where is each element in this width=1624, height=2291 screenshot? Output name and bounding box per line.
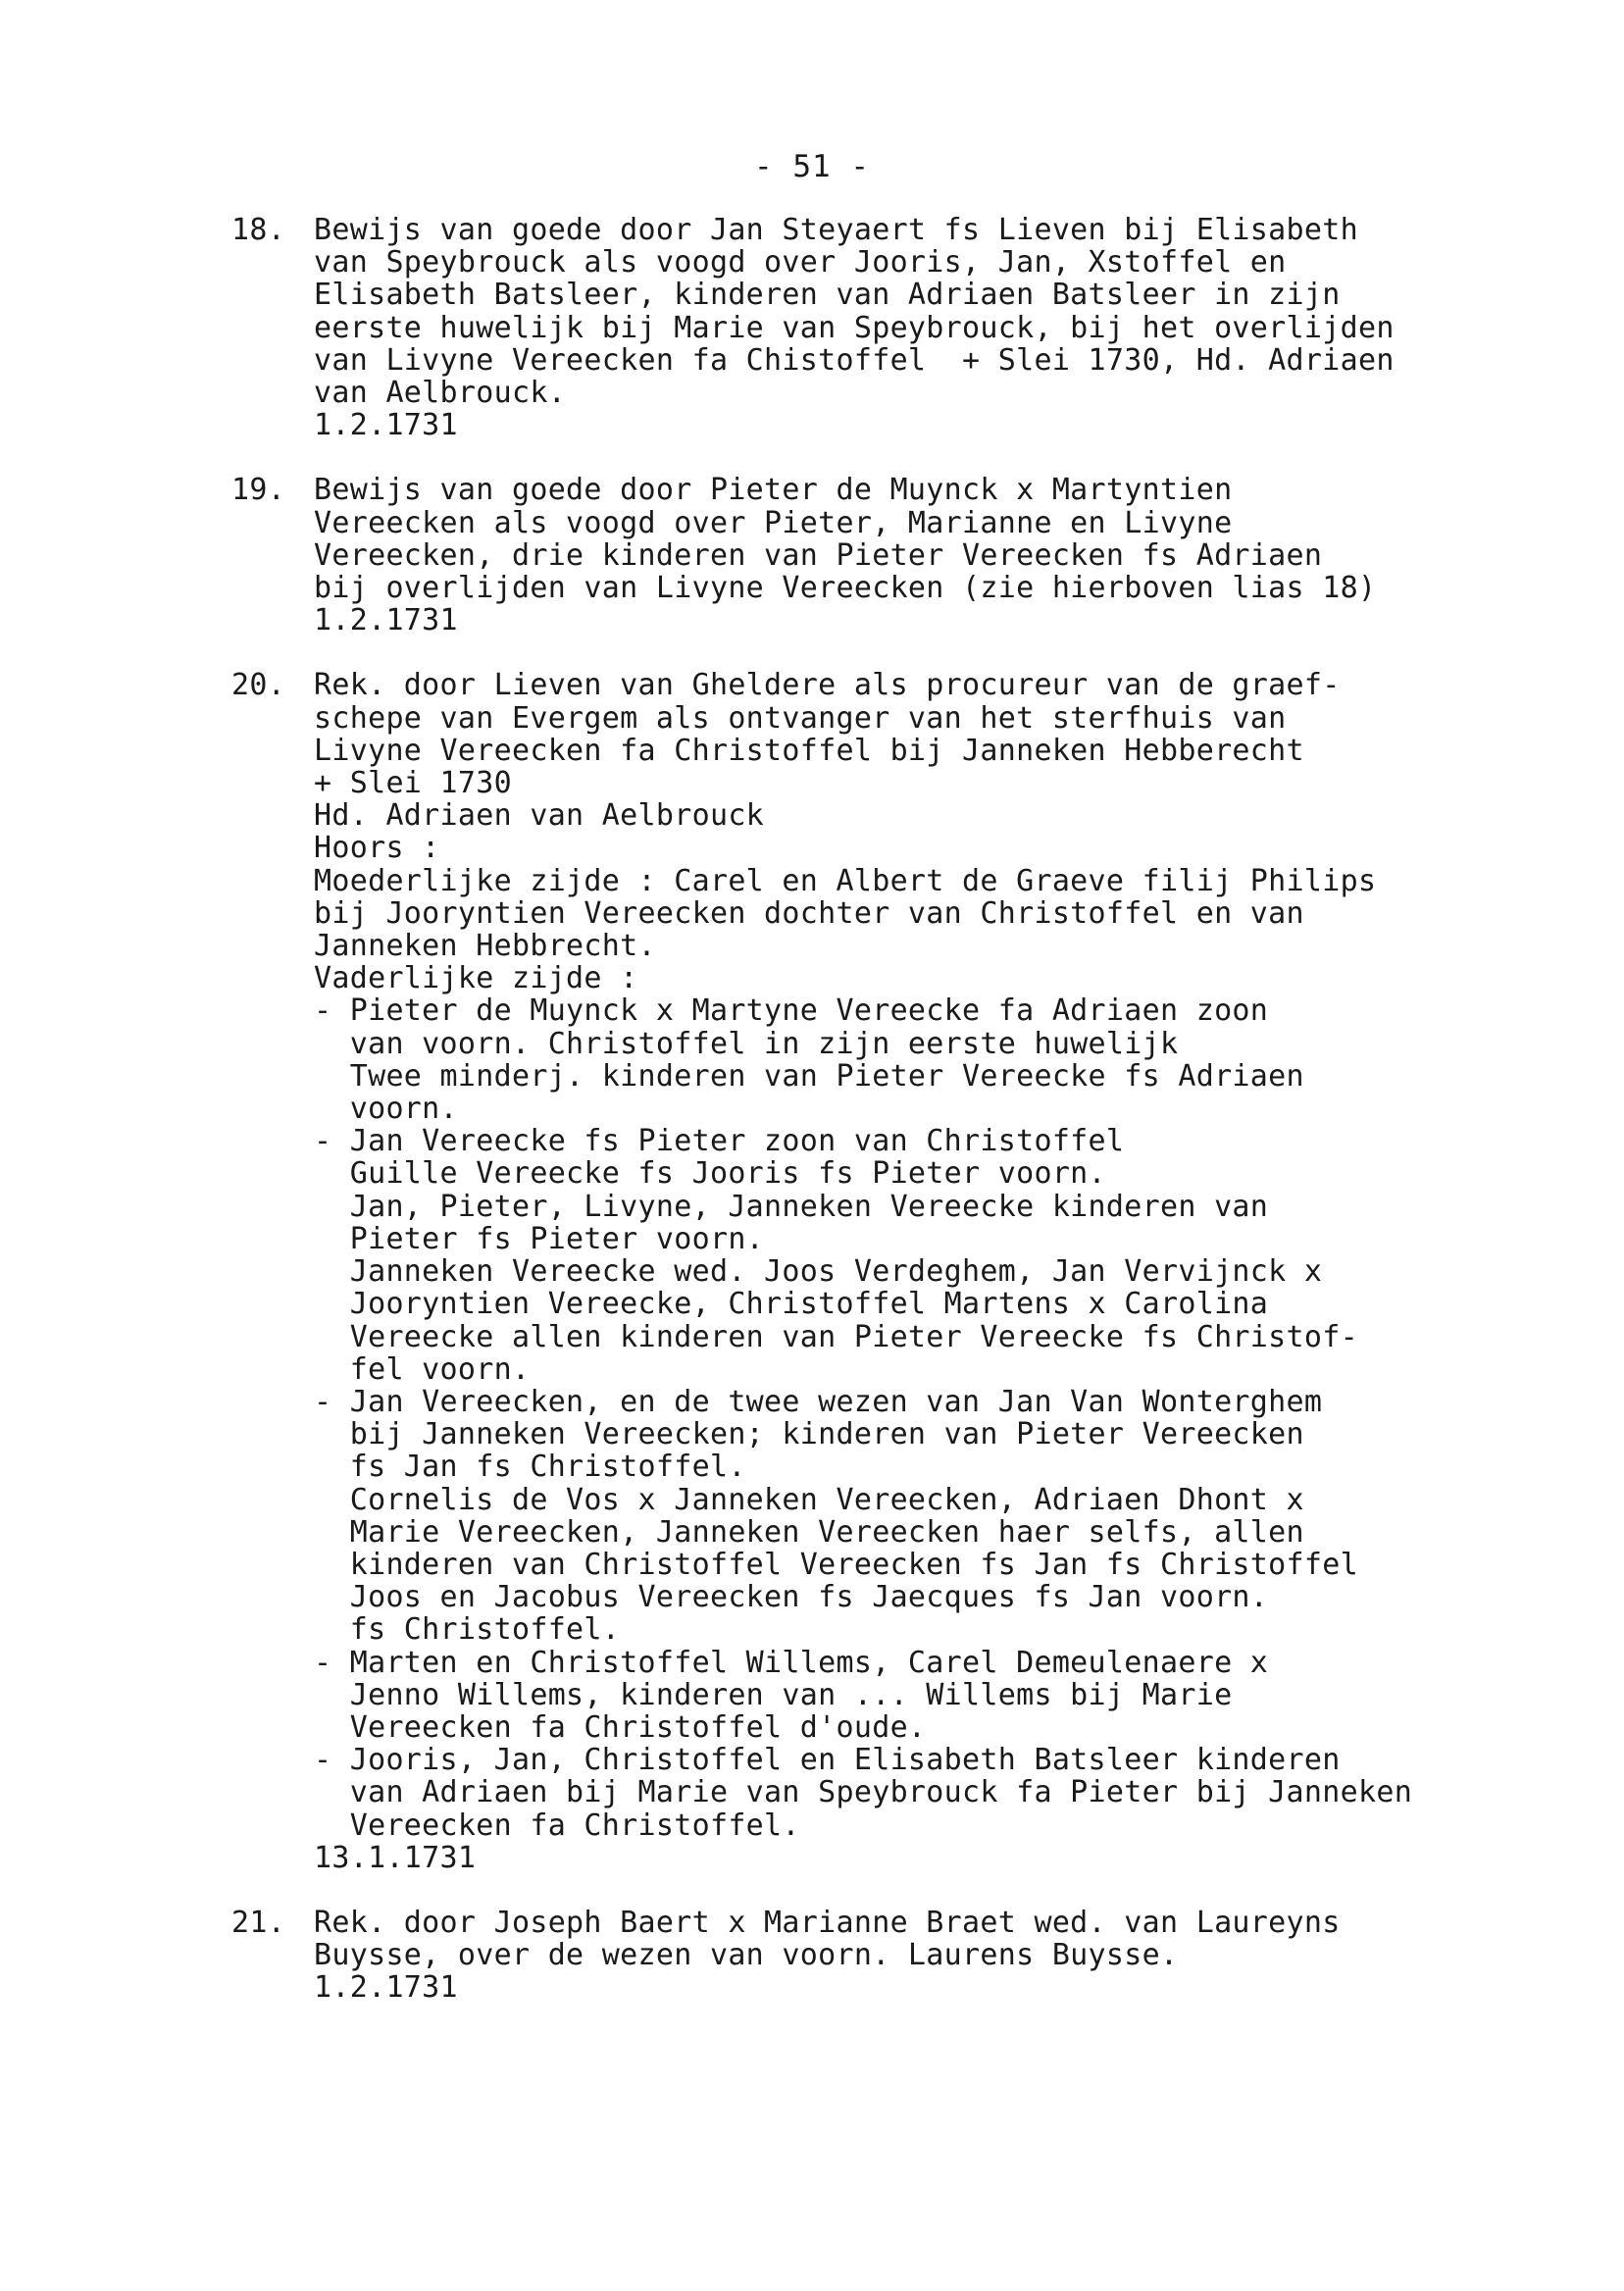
entry-line: Moederlijke zijde : Carel en Albert de Graeve filij Philips [314,863,1377,898]
heir-line: bij Janneken Vereecken; kinderen van Pieter Vereecken [314,1417,1304,1452]
entry-line: Livyne Vereecken fa Christoffel bij Janneken Hebberecht [314,733,1304,768]
heir-line: - Jooris, Jan, Christoffel en Elisabeth Batsleer kinderen [314,1743,1341,1778]
entry-number: 18. [231,213,286,247]
entry-line: van Livyne Vereecken fa Chistoffel + Slei 1730, Hd. Adriaen [314,342,1395,378]
entry-line: Bewijs van goede door Pieter de Muynck x Martyntien [314,473,1233,508]
heir-item [314,1125,1546,1386]
heir-line: Vereecke allen kinderen van Pieter Vereecke fs Christof- [314,1319,1358,1354]
entry-date: 1.2.1731 [314,408,458,443]
entry-date: 1.2.1731 [314,1970,458,2006]
entry-line: Rek. door Joseph Baert x Marianne Braet wed. van Laureyns [314,1905,1341,1940]
heir-line: Jan, Pieter, Livyne, Janneken Vereecke kinderen van [314,1189,1269,1224]
heir-item [314,994,1546,1125]
heir-line: Vereecken fa Christoffel. [314,1807,800,1843]
heir-line: - Pieter de Muynck x Martyne Vereecke fa Adriaen zoon [314,993,1269,1029]
entry-line: Vaderlijke zijde : [314,961,638,996]
heir-line: Jooryntien Vereecke, Christoffel Martens x Carolina [314,1287,1269,1322]
heir-line: Joos en Jacobus Vereecken fs Jaecques fs Jan voorn. [314,1580,1269,1615]
heir-line: Marie Vereecken, Janneken Vereecken haer selfs, allen [314,1514,1304,1550]
heir-item [314,1744,1546,1842]
entry-line: Vereecken als voogd over Pieter, Marianne en Livyne [314,505,1233,540]
entry-21 [231,1907,1546,2005]
entries-list [231,214,1546,2037]
entry-line: bij Jooryntien Vereecken dochter van Christoffel en van [314,895,1304,931]
heir-line: - Marten en Christoffel Willems, Carel Demeulenaere x [314,1645,1269,1680]
entry-line: Bewijs van goede door Jan Steyaert fs Lieven bij Elisabeth [314,213,1358,247]
entry-20 [231,669,1546,1874]
heir-line: van voorn. Christoffel in zijn eerste huwelijk [314,1026,1179,1061]
entry-number: 21. [231,1905,286,1940]
heir-line: fel voorn. [314,1351,531,1387]
entry-line: Hoors : [314,831,440,866]
heir-line: Pieter fs Pieter voorn. [314,1221,765,1256]
entry-line: Buysse, over de wezen van voorn. Laurens Buysse. [314,1938,1179,1973]
heir-item [314,1386,1546,1647]
entry-date: 13.1.1731 [314,1840,477,1875]
entry-line: eerste huwelijk bij Marie van Speybrouck, bij het overlijden [314,310,1395,345]
heir-line: Jenno Willems, kinderen van ... Willems bij Marie [314,1677,1233,1712]
heir-line: Twee minderj. kinderen van Pieter Vereecke fs Adriaen [314,1058,1304,1094]
heir-line: Guille Vereecke fs Jooris fs Pieter voorn. [314,1156,1106,1192]
heir-item [314,1647,1546,1745]
heir-line: Vereecken fa Christoffel d'oude. [314,1709,927,1745]
entry-line: Hd. Adriaen van Aelbrouck [314,798,765,834]
entry-18 [231,214,1546,441]
entry-line: Vereecken, drie kinderen van Pieter Vereecken fs Adriaen [314,537,1323,573]
entry-line: Janneken Hebbrecht. [314,929,656,964]
entry-line: schepe van Evergem als ontvanger van het sterfhuis van [314,700,1287,736]
heir-line: - Jan Vereecke fs Pieter zoon van Christoffel [314,1124,1125,1159]
heir-line: Cornelis de Vos x Janneken Vereecken, Adriaen Dhont x [314,1482,1304,1517]
entry-line: van Aelbrouck. [314,376,567,411]
heir-line: - Jan Vereecken, en de twee wezen van Jan Van Wonterghem [314,1384,1323,1419]
heir-line: van Adriaen bij Marie van Speybrouck fa Pieter bij Janneken [314,1775,1413,1810]
entry-19 [231,474,1546,636]
entry-number: 20. [231,668,286,703]
entry-number: 19. [231,473,286,508]
entry-line: Rek. door Lieven van Gheldere als procureur van de graef- [314,668,1341,703]
heir-line: voorn. [314,1092,458,1127]
entry-date: 1.2.1731 [314,603,458,638]
page-number: - 51 - [754,149,870,184]
entry-line: van Speybrouck als voogd over Jooris, Jan, Xstoffel en [314,245,1287,280]
heir-line: kinderen van Christoffel Vereecken fs Jan fs Christoffel [314,1547,1358,1582]
entry-line: bij overlijden van Livyne Vereecken (zie hierboven lias 18) [314,571,1377,606]
heir-line: Janneken Vereecke wed. Joos Verdeghem, Jan Vervijnck x [314,1254,1323,1290]
entry-line: + Slei 1730 [314,766,512,801]
heir-line: fs Christoffel. [314,1612,621,1648]
heir-line: fs Jan fs Christoffel. [314,1450,746,1485]
entry-line: Elisabeth Batsleer, kinderen van Adriaen Batsleer in zijn [314,278,1341,313]
